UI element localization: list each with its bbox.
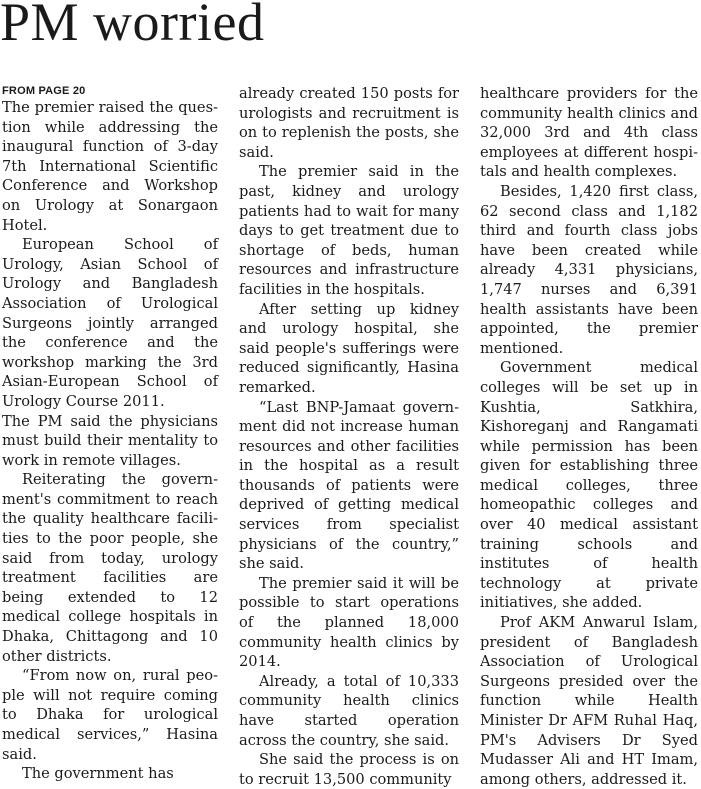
paragraph: “Last BNP-Jamaat government did not increase human resources and other facilities in the hospital as a result thousands of patients were deprived of getting medical services from specialist physicians of the country,” she said. [239,398,459,573]
paragraph: healthcare providers for the community health clinics and 32,000 3rd and 4th class employees at different hospitals and health complexes. [480,85,698,181]
paragraph: European School of Urology, Asian School of Urology and Bangladesh Association of Urological Surgeons jointly arranged the conference and the workshop marking the 3rd Asian-European School of Urology Course 2011. [2,236,218,410]
paragraph: The PM said the physicians must build their mentality to work in remote villages. [2,412,218,469]
paragraph: Already, a total of 10,333 community health clinics have started operation across the country, she said. [239,672,459,749]
jump-label: FROM PAGE 20 [2,85,86,97]
paragraph: After setting up kidney and urology hospital, she said people's sufferings were reduced significantly, Hasina remarked. [239,300,459,396]
paragraph: She said the process is on to recruit 13,500 community [239,751,459,788]
paragraph: Prof AKM Anwarul Islam, president of Bangladesh Association of Urological Surgeons presided over the function while Health Minister Dr AFM Ruhal Haq, PM's Advisers Dr Syed Mudasser Ali and HT Imam, among others, addressed it. [480,614,698,788]
paragraph: Government medical colleges will be set up in Kushtia, Satkhira, Kishoreganj and Rangamati while permission has been given for establishing three medical colleges, three homeopathic colleges and over 40 medical assistant training schools and institutes of health technology at private initiatives, she added. [480,359,698,612]
headline: PM worried [0,0,265,52]
paragraph: The premier said in the past, kidney and urology patients had to wait for many days to get treatment due to shortage of beds, human resources and infrastructure facilities in the hospitals. [239,163,459,298]
article-column-3 [480,84,698,788]
paragraph: Reiterating the government's commitment to reach the quality healthcare facilities to the poor people, she said from today, urology treatment facilities are being extended to 12 medical college hospitals in Dhaka, Chittagong and 10 other districts. [2,471,218,665]
paragraph: The government has [22,765,174,783]
paragraph: “From now on, rural people will not require coming to Dhaka for urological medical services,” Hasina said. [2,667,218,763]
paragraph: The premier said it will be possible to start operations of the planned 18,000 community health clinics by 2014. [239,574,459,671]
article-column-2 [239,84,459,788]
paragraph: The premier raised the question while addressing the inaugural function of 3-day 7th International Scientific Conference and Workshop on Urology at Sonargaon Hotel. [2,99,218,234]
paragraph: already created 150 posts for urologists and recruitment is on to replenish the posts, she said. [239,85,459,161]
article-column-1 [2,84,218,783]
paragraph: Besides, 1,420 first class, 62 second class and 1,182 third and fourth class jobs have been created while already 4,331 physicians, 1,747 nurses and 6,391 health assistants have been appointed, the premier mentioned. [480,182,698,357]
